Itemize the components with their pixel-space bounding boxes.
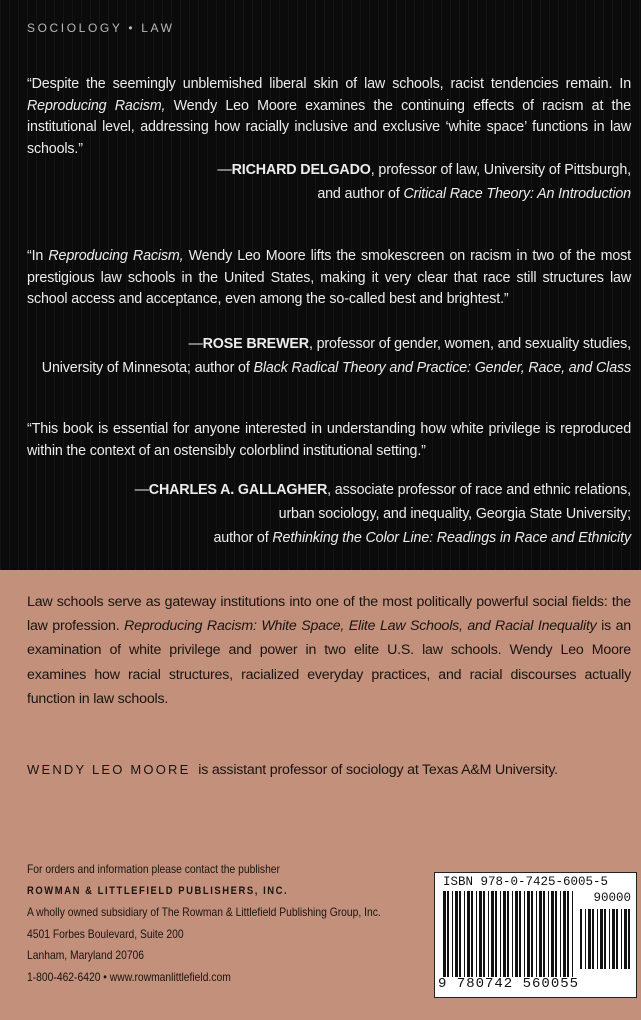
publisher-contact-line: For orders and information please contact the publisher xyxy=(27,862,280,876)
endorser-title: , associate professor of race and ethnic relations, xyxy=(327,482,631,498)
category-sociology: SOCIOLOGY xyxy=(27,21,123,35)
publisher-subsidiary: A wholly owned subsidiary of The Rowman & Littlefield Publishing Group, Inc. xyxy=(27,905,381,919)
endorser-name: RICHARD DELGADO xyxy=(231,162,371,178)
endorser-book-title: Black Radical Theory and Practice: Gender, Race, and Class xyxy=(253,360,631,376)
endorser-title: author of xyxy=(213,530,273,546)
description-book-title: Reproducing Racism: White Space, Elite Law Schools, and Racial Inequality xyxy=(124,618,597,635)
publisher-name: ROWMAN & LITTLEFIELD PUBLISHERS, INC. xyxy=(27,884,289,897)
author-bio xyxy=(27,762,631,778)
description-section xyxy=(0,570,641,1020)
endorsement-attribution-1 xyxy=(11,158,631,206)
publisher-address-city: Lanham, Maryland 20706 xyxy=(27,948,145,962)
endorser-title: University of Minnesota; author of xyxy=(41,360,254,376)
category-label xyxy=(27,21,175,35)
quote-text: “In xyxy=(27,248,49,264)
publisher-address-street: 4501 Forbes Boulevard, Suite 200 xyxy=(27,926,184,941)
author-name: WENDY LEO MOORE xyxy=(27,762,191,777)
endorsement-attribution-3 xyxy=(11,478,631,550)
endorser-name: CHARLES A. GALLAGHER xyxy=(148,482,328,498)
attribution-dash: — xyxy=(217,162,232,178)
quote-book-title: Reproducing Racism, xyxy=(27,97,166,114)
endorsement-quote-2 xyxy=(27,246,631,311)
endorsement-quote-3 xyxy=(27,419,631,462)
endorser-title: urban sociology, and inequality, Georgia State University; xyxy=(278,506,631,522)
author-bio-text: is assistant professor of sociology at Texas A&M University. xyxy=(198,762,558,778)
attribution-dash: — xyxy=(134,482,149,498)
isbn-number: ISBN 978-0-7425-6005-5 xyxy=(443,875,609,889)
publisher-info xyxy=(27,859,388,988)
description-text: Law schools serve as gateway institutions into one of the most politically powerful social fields: the law profession. xyxy=(27,594,631,635)
quote-text: “This book is essential for anyone interested in understanding how white privilege is reproduced within the context of an ostensibly colorblind institutional setting.” xyxy=(27,421,631,459)
endorser-title: and author of xyxy=(317,186,404,202)
quote-text: Wendy Leo Moore lifts the smokescreen on racism in two of the most prestigious law schools in the United States, making it very clear that race still structures law school access and acceptance, even among the so-called best and brightest.” xyxy=(27,248,631,308)
endorser-title: , professor of law, University of Pittsburgh, xyxy=(370,162,631,178)
isbn-barcode xyxy=(434,872,637,998)
category-separator: • xyxy=(128,21,136,35)
endorser-name: ROSE BREWER xyxy=(202,336,309,352)
endorser-book-title: Critical Race Theory: An Introduction xyxy=(403,186,631,202)
description-text: is an examination of white privilege and power in two elite U.S. law schools. Wendy Leo Moore examines how racial structures, racialized everyday practices, and racial discourses actually function in law schools. xyxy=(27,618,632,707)
endorsement-quote-1 xyxy=(27,74,631,160)
quote-text: “Despite the seemingly unblemished liberal skin of law schools, racist tendencies remain. In xyxy=(27,76,631,92)
endorsement-attribution-2 xyxy=(11,332,631,380)
endorser-book-title: Rethinking the Color Line: Readings in Race and Ethnicity xyxy=(272,530,631,546)
publisher-phone-web: 1-800-462-6420 • www.rowmanlittlefield.com xyxy=(27,969,231,984)
category-law: LAW xyxy=(141,21,175,35)
barcode-digits: 9 780742 560055 xyxy=(438,976,580,992)
price-barcode-bars-icon xyxy=(580,909,630,969)
book-description xyxy=(27,590,631,711)
barcode-price-code: 90000 xyxy=(593,891,631,905)
endorser-title: , professor of gender, women, and sexuality studies, xyxy=(308,336,631,352)
attribution-dash: — xyxy=(188,336,203,352)
quote-text: Wendy Leo Moore examines the continuing effects of racism at the institutional level, addressing how racially inclusive and exclusive ‘white space’ functions in law schools.” xyxy=(27,97,631,157)
barcode-bars-icon xyxy=(443,891,573,977)
quote-book-title: Reproducing Racism, xyxy=(48,248,184,264)
